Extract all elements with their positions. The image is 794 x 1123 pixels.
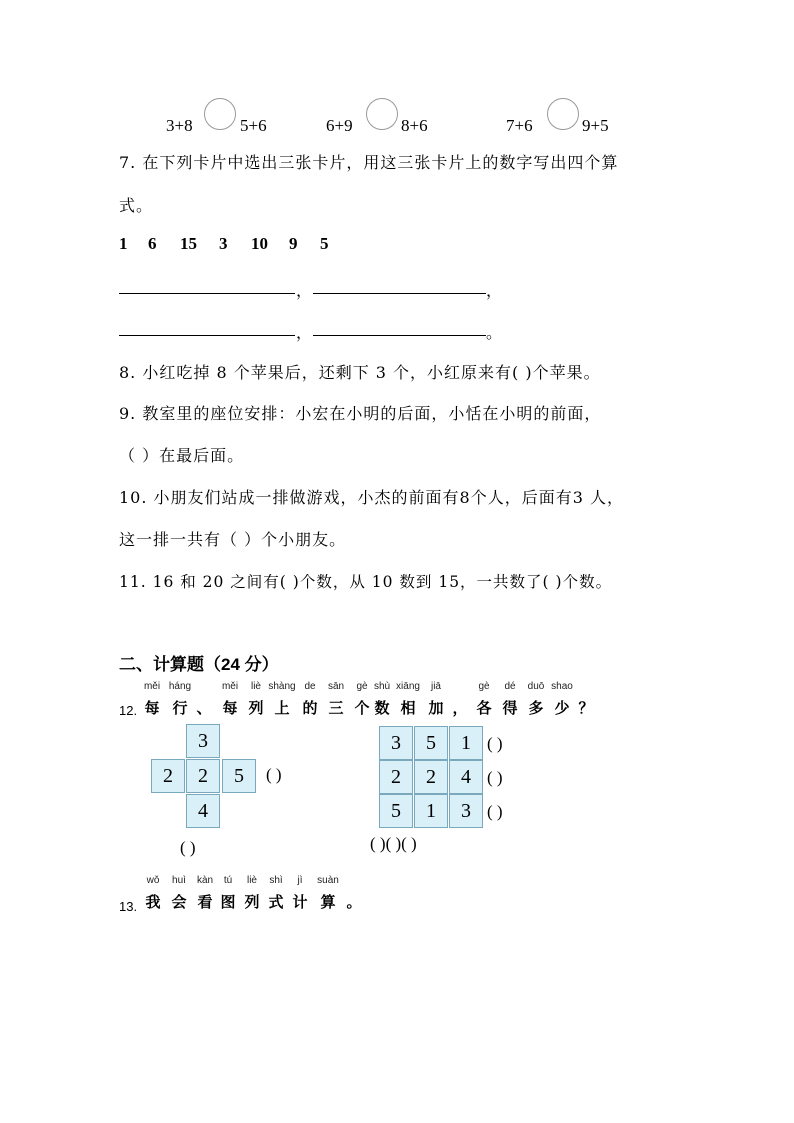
hanzi: 每 — [144, 700, 160, 717]
hanzi: 图 — [220, 894, 236, 911]
cross-row-answer[interactable]: ( ) — [266, 765, 282, 784]
answer-blank-3[interactable] — [119, 335, 295, 336]
cross-cell-right: 5 — [222, 759, 256, 793]
cross-cell-bottom: 4 — [186, 794, 220, 828]
pinyin: háng — [168, 681, 192, 692]
hanzi: 行 — [172, 700, 188, 717]
hanzi: 各 — [476, 700, 492, 717]
pinyin: shao — [551, 681, 573, 692]
hanzi: 的 — [302, 700, 318, 717]
pinyin: tú — [223, 875, 233, 886]
card: 5 — [320, 234, 329, 253]
hanzi: ？ — [578, 700, 594, 717]
pinyin: duō — [527, 681, 545, 692]
hanzi: 看 — [197, 894, 213, 911]
card: 1 — [119, 234, 128, 253]
grid-cell: 1 — [414, 794, 448, 828]
pinyin: gè — [478, 681, 490, 692]
grid-cell: 5 — [414, 726, 448, 760]
grid-cell: 4 — [449, 760, 483, 794]
pinyin: shù — [373, 681, 391, 692]
hanzi: 我 — [145, 894, 161, 911]
pinyin: sān — [327, 681, 345, 692]
card: 10 — [251, 234, 268, 253]
card: 15 — [180, 234, 197, 253]
hanzi: 多 — [528, 700, 544, 717]
separator: ， — [296, 281, 314, 300]
pinyin: dé — [504, 681, 516, 692]
grid-row-1-answer[interactable]: ( ) — [487, 734, 503, 753]
pinyin: jì — [297, 875, 303, 886]
card: 9 — [289, 234, 298, 253]
q9-line2: （ ）在最后面。 — [119, 446, 245, 465]
hanzi: 会 — [171, 894, 187, 911]
pinyin: měi — [221, 681, 239, 692]
hanzi: 个 — [354, 700, 370, 717]
hanzi: 算 — [320, 894, 336, 911]
card: 3 — [219, 234, 228, 253]
answer-blank-1[interactable] — [119, 293, 295, 294]
grid-cell: 5 — [379, 794, 413, 828]
q9-line1: 9. 教室里的座位安排：小宏在小明的后面，小恬在小明的前面， — [119, 404, 602, 423]
grid-cell: 2 — [379, 760, 413, 794]
compare-c-right: 9+5 — [582, 116, 609, 135]
grid-row-3-answer[interactable]: ( ) — [487, 802, 503, 821]
answer-blank-2[interactable] — [313, 293, 486, 294]
pinyin: de — [304, 681, 316, 692]
grid-col-answers[interactable]: ( )( )( ) — [370, 834, 417, 853]
pinyin: liè — [246, 875, 257, 886]
pinyin: wǒ — [146, 875, 160, 886]
pinyin: gè — [356, 681, 368, 692]
pinyin: kàn — [196, 875, 214, 886]
hanzi: 得 — [502, 700, 518, 717]
pinyin: suàn — [317, 875, 339, 886]
question-11: 11. 16 和 20 之间有( )个数，从 10 数到 15，一共数了( )个数。 — [119, 573, 613, 591]
hanzi: 三 — [328, 700, 344, 717]
q7-line1: 7. 在下列卡片中选出三张卡片，用这三张卡片上的数字写出四个算 — [119, 153, 619, 172]
compare-c-circle[interactable] — [547, 98, 579, 130]
hanzi: ， — [452, 700, 468, 717]
q13-number: 13. — [119, 899, 138, 914]
grid-cell: 3 — [379, 726, 413, 760]
grid-cell: 1 — [449, 726, 483, 760]
hanzi: 上 — [274, 700, 290, 717]
compare-a-left: 3+8 — [166, 116, 193, 135]
hanzi: 列 — [248, 700, 264, 717]
hanzi: 式 — [268, 894, 284, 911]
hanzi: 、 — [196, 700, 212, 717]
compare-b-right: 8+6 — [401, 116, 428, 135]
cross-cell-left: 2 — [151, 759, 185, 793]
section-2-title: 二、计算题（24 分） — [119, 655, 279, 674]
hanzi: 相 — [400, 700, 416, 717]
q10-line2: 这一排一共有（ ）个小朋友。 — [119, 530, 347, 549]
pinyin: huì — [172, 875, 186, 886]
question-8: 8. 小红吃掉 8 个苹果后，还剩下 3 个，小红原来有( )个苹果。 — [119, 363, 601, 382]
hanzi: 列 — [244, 894, 260, 911]
cross-cell-center: 2 — [186, 759, 220, 793]
separator: ， — [486, 281, 504, 300]
period: 。 — [486, 323, 504, 342]
compare-a-right: 5+6 — [240, 116, 267, 135]
q12-number: 12. — [119, 703, 138, 718]
compare-b-left: 6+9 — [326, 116, 353, 135]
pinyin: jiā — [430, 681, 441, 692]
pinyin: liè — [250, 681, 261, 692]
pinyin: xiāng — [396, 681, 420, 692]
compare-c-left: 7+6 — [506, 116, 533, 135]
compare-b-circle[interactable] — [366, 98, 398, 130]
separator: ， — [296, 323, 314, 342]
pinyin: shì — [269, 875, 283, 886]
pinyin: měi — [143, 681, 161, 692]
hanzi: 。 — [346, 894, 362, 911]
hanzi: 计 — [292, 894, 308, 911]
compare-a-circle[interactable] — [204, 98, 236, 130]
cross-col-answer[interactable]: ( ) — [180, 838, 196, 857]
q10-line1: 10. 小朋友们站成一排做游戏，小杰的前面有8个人，后面有3 人， — [119, 488, 624, 507]
grid-row-2-answer[interactable]: ( ) — [487, 768, 503, 787]
hanzi: 每 — [222, 700, 238, 717]
hanzi: 加 — [428, 700, 444, 717]
answer-blank-4[interactable] — [313, 335, 486, 336]
grid-cell: 3 — [449, 794, 483, 828]
cross-cell-top: 3 — [186, 724, 220, 758]
grid-cell: 2 — [414, 760, 448, 794]
q7-line2: 式。 — [119, 196, 154, 215]
hanzi: 少 — [554, 700, 570, 717]
pinyin: shàng — [268, 681, 296, 692]
card: 6 — [148, 234, 157, 253]
hanzi: 数 — [374, 700, 390, 717]
